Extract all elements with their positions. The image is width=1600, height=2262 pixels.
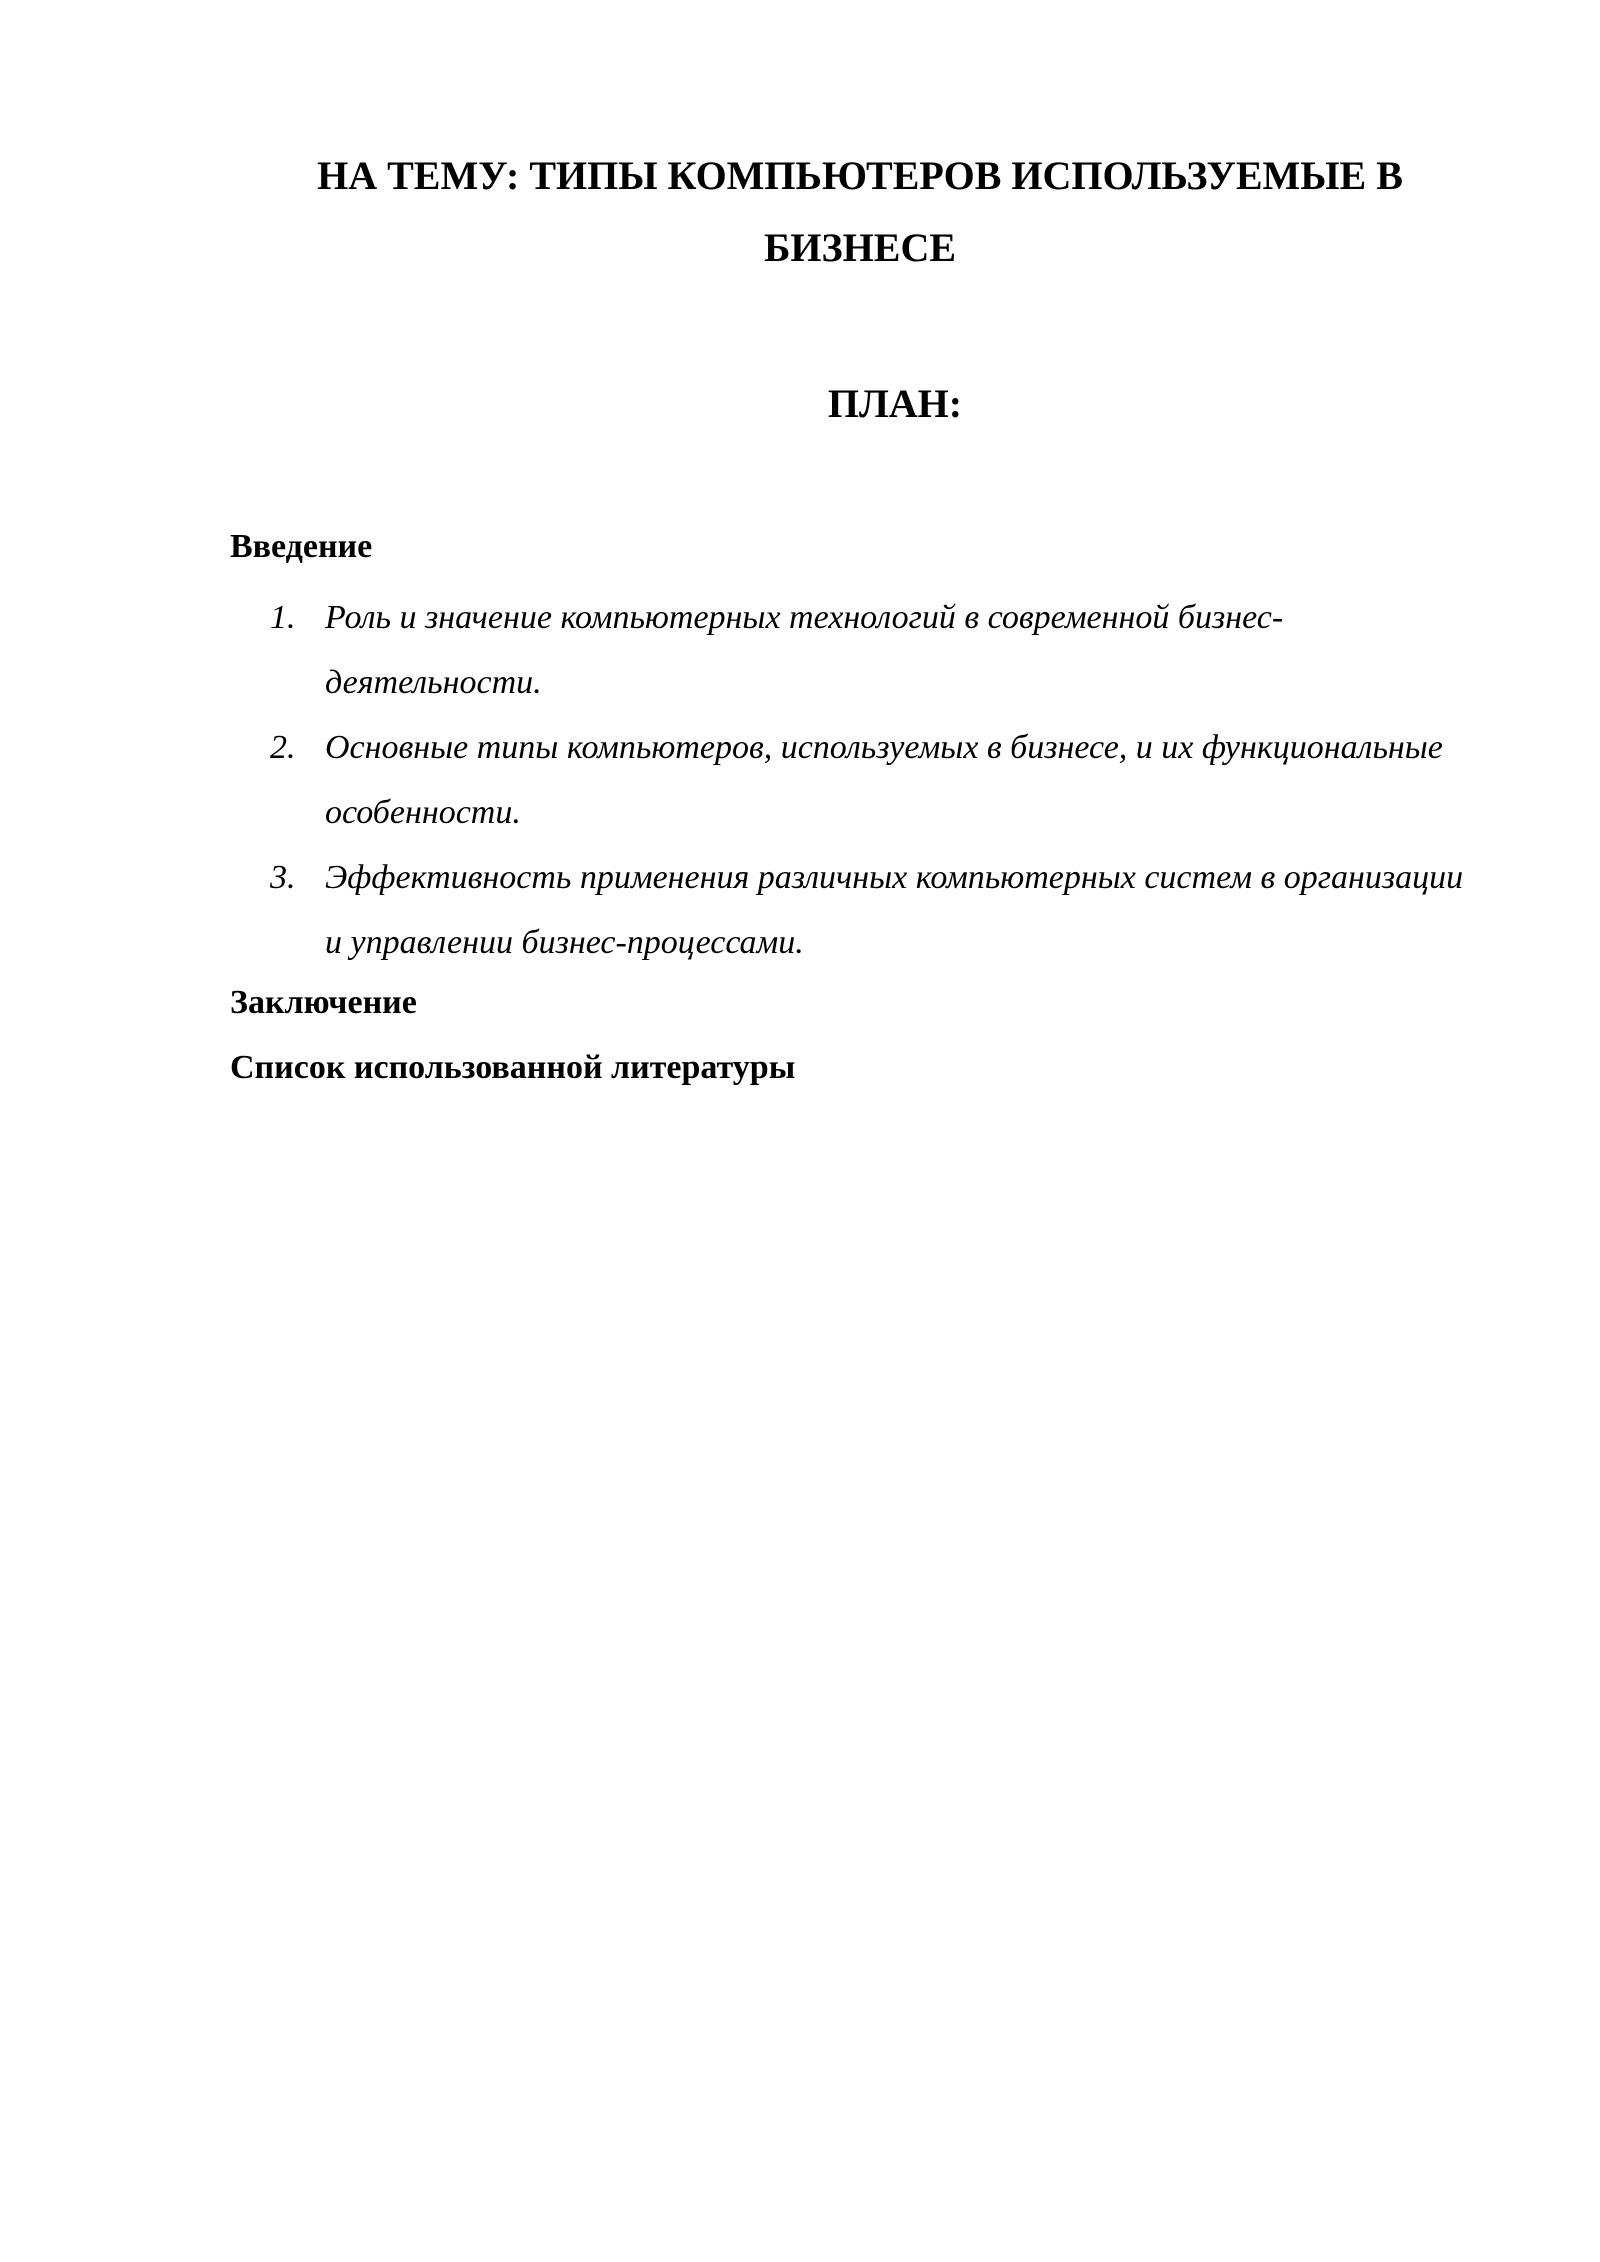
plan-item-number: 3. [270, 859, 296, 896]
plan-list [270, 585, 1470, 975]
plan-item-3 [270, 845, 1470, 975]
references-label: Список использованной литературы [230, 1049, 796, 1086]
document-title: НА ТЕМУ: ТИПЫ КОМПЬЮТЕРОВ ИСПОЛЬЗУЕМЫЕ В БИЗНЕСЕ [317, 153, 1403, 270]
plan-item-number: 1. [270, 599, 296, 636]
conclusion-label: Заключение [230, 984, 417, 1021]
plan-heading: ПЛАН: [827, 381, 963, 426]
plan-item-text: Основные типы компьютеров, используемых в бизнесе, и их функциональные особенности. [325, 729, 1443, 831]
plan-item-number: 2. [270, 729, 296, 766]
plan-item-text: Эффективность применения различных компьютерных систем в организации и управлении бизнес-процессами. [325, 859, 1464, 961]
intro-label: Введение [230, 528, 373, 565]
plan-item-1 [270, 585, 1470, 715]
plan-item-2 [270, 715, 1470, 845]
plan-item-text: Роль и значение компьютерных технологий в современной бизнес-деятельности. [325, 599, 1284, 701]
